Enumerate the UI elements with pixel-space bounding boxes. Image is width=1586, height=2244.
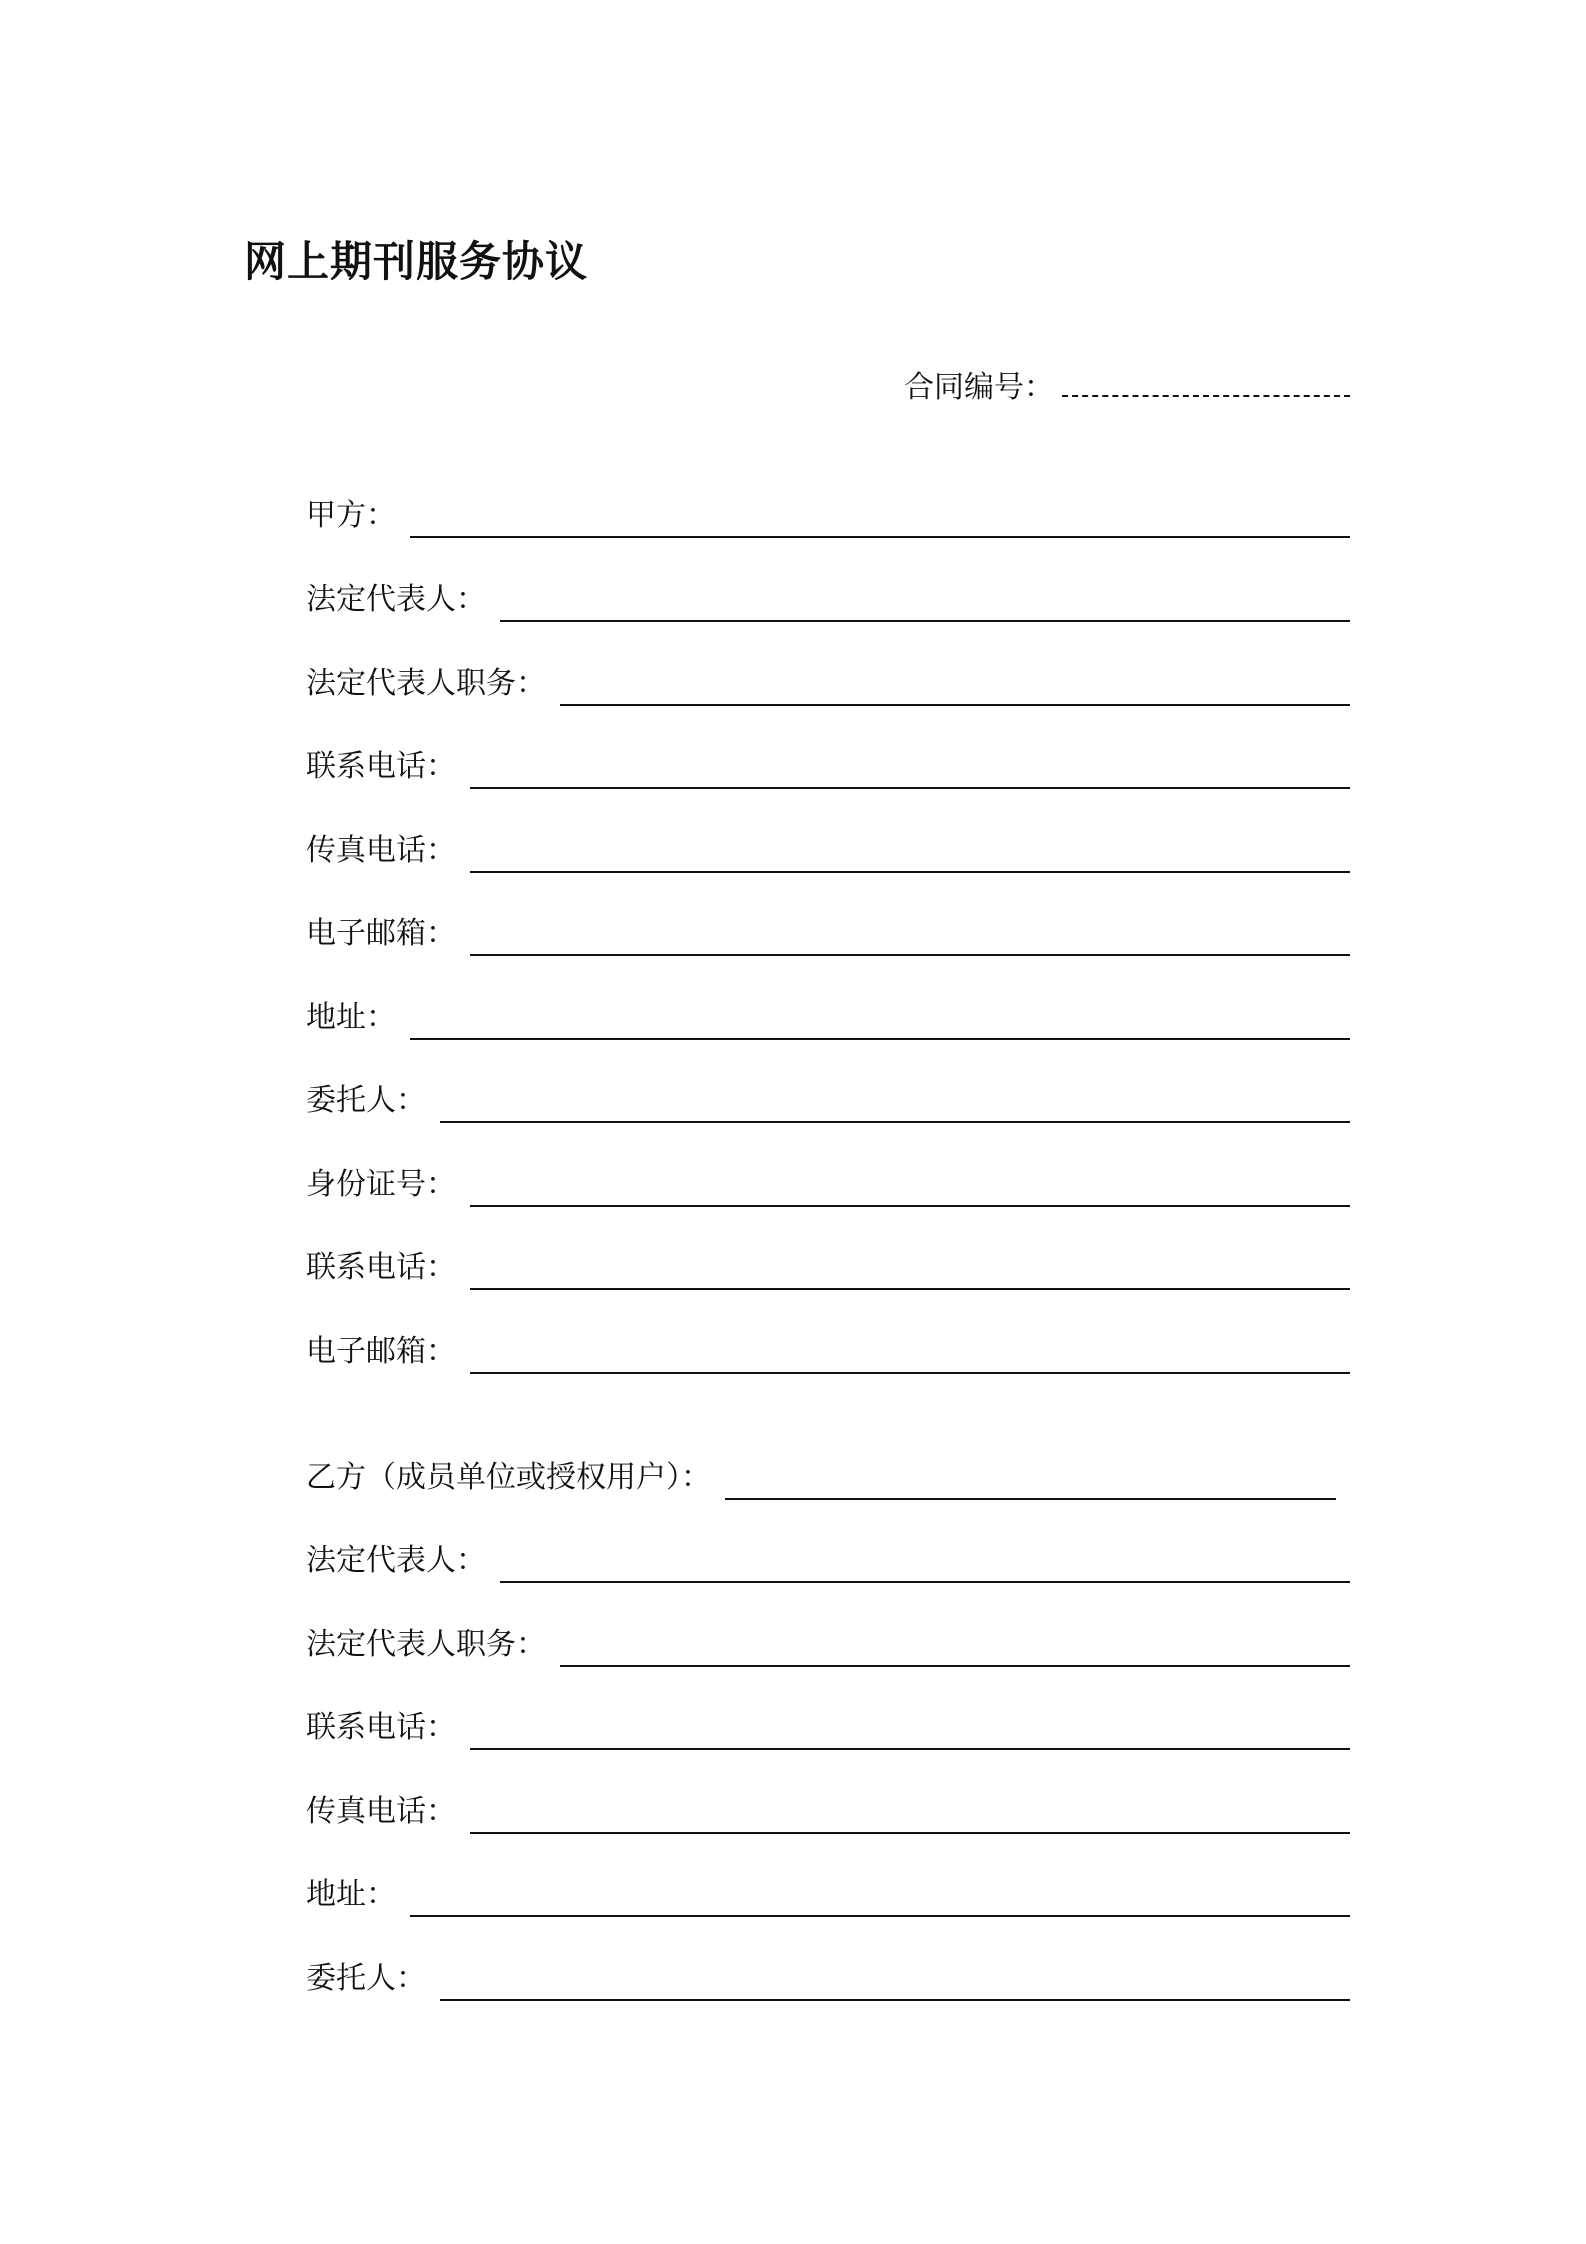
party-b-phone-row: [306, 1702, 1350, 1750]
party-a-fax-blank[interactable]: [470, 841, 1350, 873]
party-a-name-blank[interactable]: [410, 506, 1350, 538]
field-label: 法定代表人职务：: [306, 666, 546, 701]
party-a-name-row: [306, 490, 1350, 538]
contract-number-label: 合同编号：: [904, 370, 1054, 405]
party-a-agent-row: [306, 1075, 1350, 1123]
party-a-phone-row: [306, 741, 1350, 789]
party-b-legal-rep-row: [306, 1535, 1350, 1583]
party-a-agent-email-row: [306, 1326, 1350, 1374]
contract-number-blank[interactable]: [1062, 369, 1350, 397]
field-label: 法定代表人：: [306, 1543, 486, 1578]
field-label: 地址：: [306, 1000, 396, 1035]
party-a-agent-email-blank[interactable]: [470, 1342, 1350, 1374]
party-a-address-blank[interactable]: [410, 1008, 1350, 1040]
field-label: 身份证号：: [306, 1167, 456, 1202]
party-b-phone-blank[interactable]: [470, 1718, 1350, 1750]
field-label: 地址：: [306, 1877, 396, 1912]
party-a-phone-blank[interactable]: [470, 757, 1350, 789]
party-a-legal-rep-title-blank[interactable]: [560, 674, 1350, 706]
party-b-agent-row: [306, 1953, 1350, 2001]
field-label: 乙方（成员单位或授权用户）：: [306, 1460, 711, 1495]
party-b-legal-rep-title-blank[interactable]: [560, 1635, 1350, 1667]
field-label: 传真电话：: [306, 833, 456, 868]
party-b-fax-blank[interactable]: [470, 1802, 1350, 1834]
field-label: 委托人：: [306, 1961, 426, 1996]
party-b-address-row: [306, 1869, 1350, 1917]
field-label: 电子邮箱：: [306, 916, 456, 951]
party-b-agent-blank[interactable]: [440, 1969, 1350, 2001]
party-a-id-number-blank[interactable]: [470, 1175, 1350, 1207]
field-label: 法定代表人职务：: [306, 1627, 546, 1662]
field-label: 联系电话：: [306, 1250, 456, 1285]
party-a-agent-phone-row: [306, 1242, 1350, 1290]
party-a-agent-blank[interactable]: [440, 1091, 1350, 1123]
field-label: 传真电话：: [306, 1794, 456, 1829]
party-b-legal-rep-blank[interactable]: [500, 1551, 1350, 1583]
field-label: 电子邮箱：: [306, 1334, 456, 1369]
party-b-address-blank[interactable]: [410, 1885, 1350, 1917]
party-a-legal-rep-blank[interactable]: [500, 590, 1350, 622]
party-a-email-row: [306, 908, 1350, 956]
party-a-fax-row: [306, 825, 1350, 873]
field-label: 联系电话：: [306, 1710, 456, 1745]
party-a-id-number-row: [306, 1159, 1350, 1207]
party-b-name-blank[interactable]: [725, 1468, 1336, 1500]
party-a-legal-rep-title-row: [306, 658, 1350, 706]
field-label: 甲方：: [306, 498, 396, 533]
party-a-address-row: [306, 992, 1350, 1040]
party-b-fax-row: [306, 1786, 1350, 1834]
party-b-name-row: [306, 1452, 1336, 1500]
party-a-legal-rep-row: [306, 574, 1350, 622]
field-label: 法定代表人：: [306, 582, 486, 617]
document-title: 网上期刊服务协议: [244, 237, 589, 286]
field-label: 联系电话：: [306, 749, 456, 784]
party-a-email-blank[interactable]: [470, 924, 1350, 956]
field-label: 委托人：: [306, 1083, 426, 1118]
contract-number: [904, 368, 1350, 408]
party-b-legal-rep-title-row: [306, 1619, 1350, 1667]
party-a-agent-phone-blank[interactable]: [470, 1258, 1350, 1290]
